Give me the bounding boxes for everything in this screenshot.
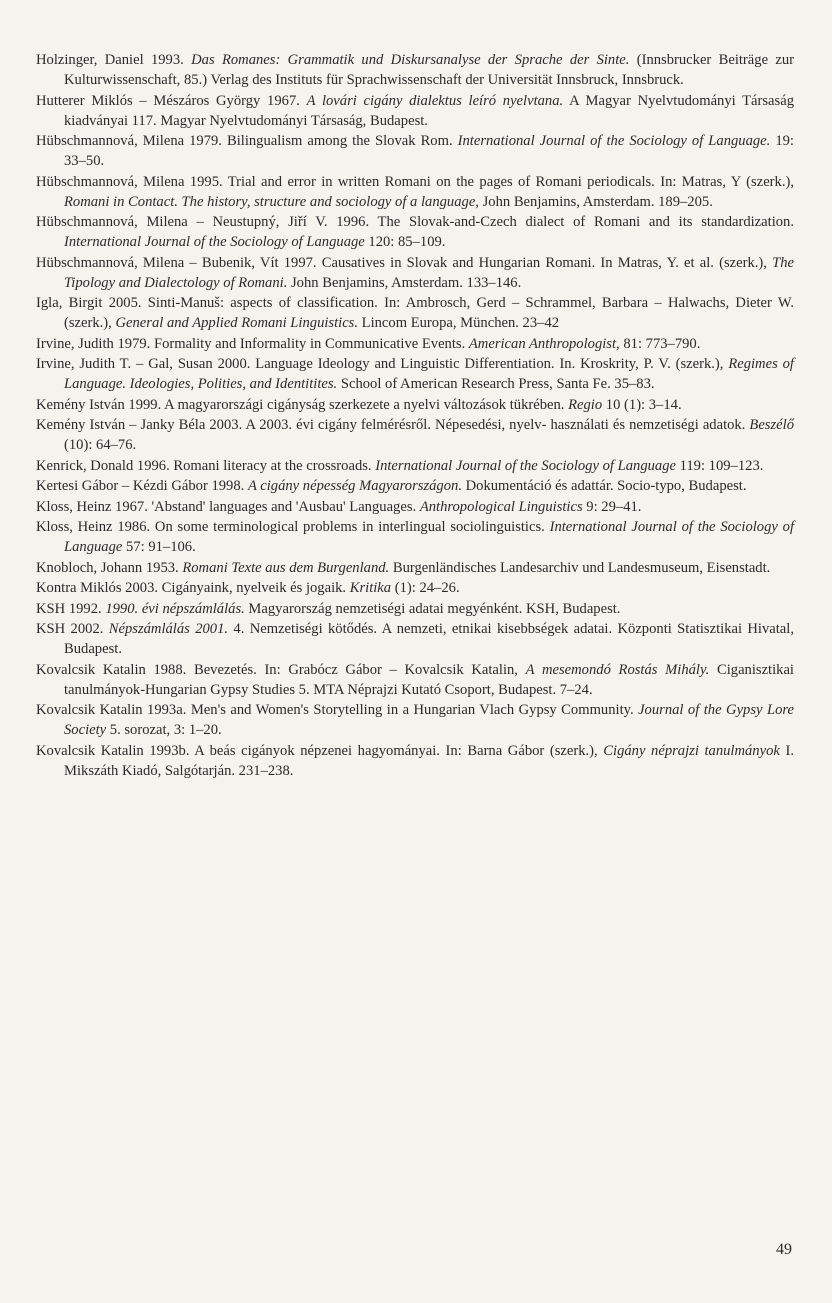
ref-text: 119: 109–123. (675, 457, 764, 474)
ref-title: A lovári cigány dialektus leíró nyelvtana. (306, 92, 564, 109)
reference-entry (36, 558, 794, 578)
reference-entry (36, 293, 794, 333)
reference-entry (36, 517, 794, 557)
ref-text: John Benjamins, Amsterdam. 133–146. (287, 274, 522, 291)
ref-title: American Anthropologist, (468, 335, 620, 352)
ref-text: Lincom Europa, München. 23–42 (358, 315, 560, 331)
reference-entry (36, 91, 794, 131)
ref-text: Kertesi Gábor – Kézdi Gábor 1998. (36, 478, 248, 494)
ref-text: Kemény István 1999. A magyarországi cigányság szerkezete a nyelvi változások tükrében. (36, 396, 569, 413)
ref-text: Magyarország nemzetiségi adatai megyénként. KSH, Budapest. (244, 600, 621, 617)
reference-entry (36, 131, 794, 171)
ref-text: John Benjamins, Amsterdam. 189–205. (478, 193, 713, 210)
ref-text: KSH 1992. (36, 600, 106, 617)
reference-entry (36, 497, 794, 517)
ref-text: Kloss, Heinz 1986. On some terminological problems in interlingual sociolinguistics. (36, 519, 550, 535)
ref-text: Irvine, Judith 1979. Formality and Informality in Communicative Events. (36, 335, 469, 352)
ref-text: Kovalcsik Katalin 1988. Bevezetés. In: Grabócz Gábor – Kovalcsik Katalin, (36, 661, 526, 678)
ref-text: Igla, Birgit 2005. Sinti-Manuš: aspects of classification. In: Ambrosch, Gerd – Schrammel, Barbara – Halwachs, Dieter W. (szerk.), (36, 295, 794, 331)
reference-entry (36, 415, 794, 455)
ref-text: Holzinger, Daniel 1993. (36, 52, 192, 68)
ref-text: 5. sorozat, 3: 1–20. (106, 722, 222, 738)
ref-text: 57: 91–106. (122, 539, 196, 555)
ref-text: 10 (1): 3–14. (602, 396, 682, 413)
ref-text: A Magyar Nyelvtudományi Társaság kiadványai 117. Magyar Nyelvtudományi Társaság, Budapest. (64, 92, 794, 129)
ref-text: 4. Nemzetiségi kötődés. A nemzeti, etnikai kisebbségek adatai. Központi Statisztikai Hivatal, Budapest. (64, 621, 794, 657)
page-number: 49 (776, 1241, 792, 1258)
ref-text: 81: 773–790. (619, 335, 701, 352)
reference-entry (36, 660, 794, 700)
reference-entry (36, 619, 794, 659)
ref-title: International Journal of the Sociology of Language. (457, 133, 771, 149)
reference-entry (36, 50, 794, 90)
reference-entry (36, 700, 794, 740)
ref-title: Journal of the Gypsy Lore Society (64, 702, 794, 738)
ref-text: Hübschmannová, Milena – Neustupný, Jiří V. 1996. The Slovak-and-Czech dialect of Romani and its standardization. (36, 214, 794, 230)
reference-entry (36, 476, 794, 496)
ref-title: Regimes of Language. Ideologies, Polities, and Identitites. (64, 356, 794, 392)
ref-text: Kloss, Heinz 1967. 'Abstand' languages and 'Ausbau' Languages. (36, 498, 420, 515)
ref-title: A mesemondó Rostás Mihály. (525, 661, 710, 678)
ref-title: A cigány népesség Magyarországon. (247, 478, 462, 494)
ref-text: Kenrick, Donald 1996. Romani literacy at the crossroads. (36, 457, 376, 474)
ref-text: 120: 85–109. (364, 234, 446, 250)
ref-text: Kovalcsik Katalin 1993a. Men's and Women's Storytelling in a Hungarian Vlach Gypsy Community. (36, 702, 639, 718)
ref-text: Kovalcsik Katalin 1993b. A beás cigányok népzenei hagyományai. In: Barna Gábor (szerk.), (36, 742, 604, 759)
reference-entry (36, 212, 794, 252)
reference-list (36, 50, 794, 781)
ref-title: Romani in Contact. The history, structure and sociology of a language, (64, 193, 479, 210)
reference-entry (36, 334, 794, 354)
reference-entry (36, 354, 794, 394)
ref-title: International Journal of the Sociology of Language (64, 519, 794, 555)
ref-text: Kontra Miklós 2003. Cigányaink, nyelveik és jogaik. (36, 580, 350, 596)
reference-entry (36, 395, 794, 415)
ref-title: Regio (568, 396, 603, 413)
ref-text: Dokumentáció és adattár. Socio-typo, Budapest. (461, 478, 747, 494)
ref-title: Anthropological Linguistics (419, 498, 583, 515)
ref-title: Beszélő (749, 417, 794, 433)
ref-title: The Tipology and Dialectology of Romani. (64, 254, 794, 291)
ref-title: Kritika (349, 580, 392, 596)
ref-text: School of American Research Press, Santa Fe. 35–83. (337, 376, 655, 392)
reference-entry (36, 456, 794, 476)
ref-title: Népszámlálás 2001. (108, 621, 229, 637)
ref-text: Kemény István – Janky Béla 2003. A 2003. évi cigány felmérésről. Népesedési, nyelv- használati és nemzetiségi adatok. (36, 417, 750, 433)
ref-text: Hübschmannová, Milena 1979. Bilingualism among the Slovak Rom. (36, 133, 458, 149)
ref-text: (1): 24–26. (391, 580, 460, 596)
ref-text: (10): 64–76. (64, 437, 137, 453)
ref-text: Hübschmannová, Milena – Bubenik, Vít 1997. Causatives in Slovak and Hungarian Romani. In Matras, Y. et al. (szerk.), (36, 254, 773, 271)
ref-text: 19: 33–50. (64, 133, 794, 169)
ref-title: Das Romanes: Grammatik und Diskursanalyse der Sprache der Sinte. (191, 52, 630, 68)
reference-entry (36, 741, 794, 781)
ref-title: Cigány néprajzi tanulmányok (603, 742, 780, 759)
reference-entry (36, 599, 794, 619)
ref-title: International Journal of the Sociology of Language (64, 234, 365, 250)
ref-title: International Journal of the Sociology of Language (375, 457, 676, 474)
ref-title: 1990. évi népszámlálás. (105, 600, 245, 617)
reference-entry (36, 253, 794, 293)
ref-text: KSH 2002. (36, 621, 109, 637)
ref-text: Burgenländisches Landesarchiv und Landesmuseum, Eisenstadt. (389, 559, 771, 576)
ref-text: Irvine, Judith T. – Gal, Susan 2000. Language Ideology and Linguistic Differentiation. In. Kroskrity, P. V. (szerk.), (36, 356, 729, 372)
reference-entry (36, 172, 794, 212)
ref-title: Romani Texte aus dem Burgenland. (182, 559, 390, 576)
ref-text: Knobloch, Johann 1953. (36, 559, 183, 576)
ref-text: Hübschmannová, Milena 1995. Trial and error in written Romani on the pages of Romani periodicals. In: Matras, Y (szerk.), (36, 173, 794, 190)
reference-entry (36, 578, 794, 598)
ref-text: 9: 29–41. (582, 498, 642, 515)
ref-text: Hutterer Miklós – Mészáros György 1967. (36, 92, 307, 109)
ref-text: (Innsbrucker Beiträge zur Kulturwissenschaft, 85.) Verlag des Instituts für Sprachwissenschaft der Universität Innsbruck, Innsbruck. (64, 52, 794, 88)
ref-text: Ciganisztikai tanulmányok-Hungarian Gypsy Studies 5. MTA Néprajzi Kutató Csoport, Budapest. 7–24. (64, 661, 794, 698)
ref-text: I. Mikszáth Kiadó, Salgótarján. 231–238. (64, 742, 794, 779)
ref-title: General and Applied Romani Linguistics. (115, 315, 359, 331)
